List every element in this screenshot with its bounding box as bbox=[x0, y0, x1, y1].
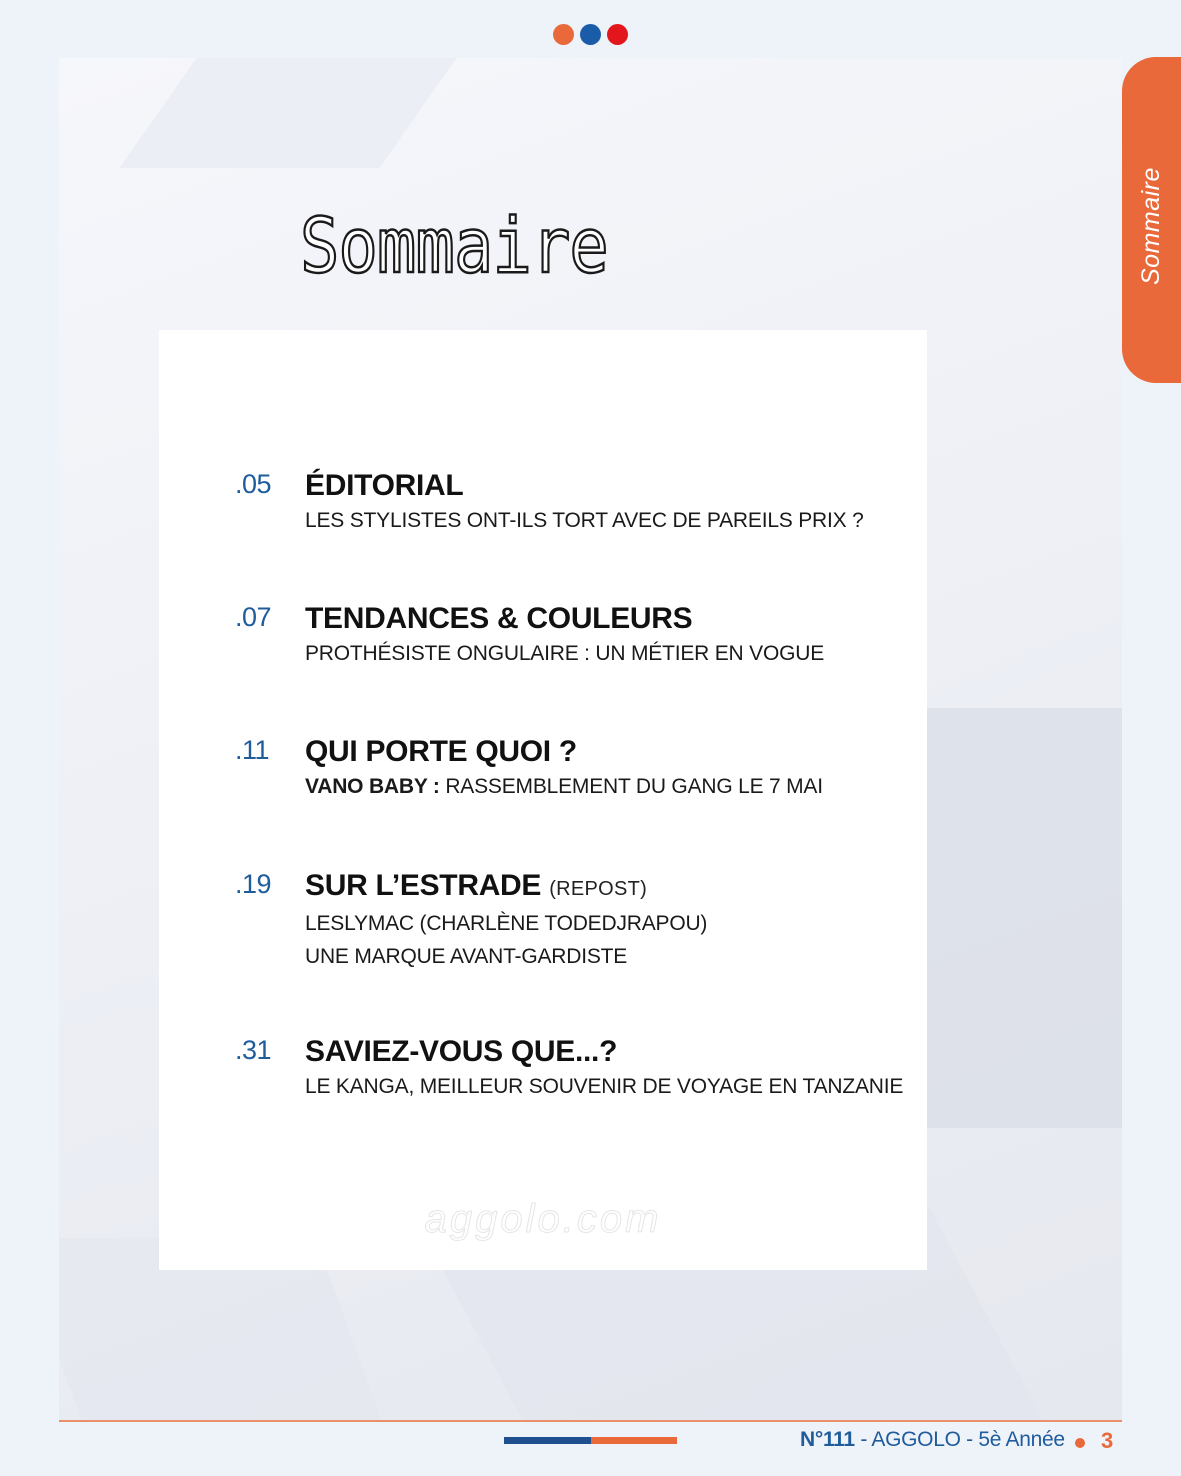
toc-heading: QUI PORTE QUOI ? bbox=[305, 735, 577, 768]
toc-heading: TENDANCES & COULEURS bbox=[305, 602, 693, 635]
footer-issue bbox=[800, 1428, 1065, 1452]
footer-bar-blue bbox=[504, 1437, 591, 1444]
section-tab-label: Sommaire bbox=[1137, 167, 1165, 285]
header-dots bbox=[553, 24, 628, 45]
footer-bar-orange bbox=[591, 1437, 677, 1444]
page-number: 3 bbox=[1101, 1428, 1114, 1453]
toc-subtitle: LE KANGA, MEILLEUR SOUVENIR DE VOYAGE EN TANZANIE bbox=[305, 1075, 904, 1098]
issue-number: N°111 bbox=[800, 1428, 855, 1451]
toc-page-number: .19 bbox=[235, 869, 272, 899]
bullet-icon bbox=[1075, 1438, 1085, 1448]
toc-subtitle: PROTHÉSISTE ONGULAIRE : UN MÉTIER EN VOGUE bbox=[305, 642, 825, 665]
page-title: Sommaire bbox=[300, 201, 608, 290]
toc-subtitle: VANO BABY : RASSEMBLEMENT DU GANG LE 7 MAI bbox=[305, 775, 823, 798]
toc-tag: (REPOST) bbox=[549, 878, 648, 900]
background-shape bbox=[119, 58, 498, 168]
toc-subtitle-bold: VANO BABY : bbox=[305, 775, 440, 798]
footer-divider bbox=[59, 1420, 1122, 1422]
toc-subtitle: LESLYMAC (CHARLÈNE TODEDJRAPOU) bbox=[305, 912, 708, 935]
toc-page-number: .05 bbox=[235, 469, 272, 499]
orange-dot bbox=[553, 24, 574, 45]
blue-dot bbox=[580, 24, 601, 45]
red-dot bbox=[607, 24, 628, 45]
toc-page-number: .11 bbox=[235, 735, 270, 765]
toc-heading: SAVIEZ-VOUS QUE...? bbox=[305, 1035, 618, 1068]
toc-subtitle: UNE MARQUE AVANT-GARDISTE bbox=[305, 945, 628, 968]
toc-heading: ÉDITORIAL bbox=[305, 469, 464, 502]
contents-card bbox=[159, 330, 927, 1270]
toc-subtitle: LES STYLISTES ONT-ILS TORT AVEC DE PAREILS PRIX ? bbox=[305, 509, 864, 532]
toc-page-number: .07 bbox=[235, 602, 272, 632]
watermark: aggolo.com bbox=[424, 1197, 662, 1241]
issue-details: - AGGOLO - 5è Année bbox=[854, 1428, 1065, 1451]
toc-heading: SUR L’ESTRADE (REPOST) bbox=[305, 869, 648, 902]
toc-page-number: .31 bbox=[235, 1035, 272, 1065]
